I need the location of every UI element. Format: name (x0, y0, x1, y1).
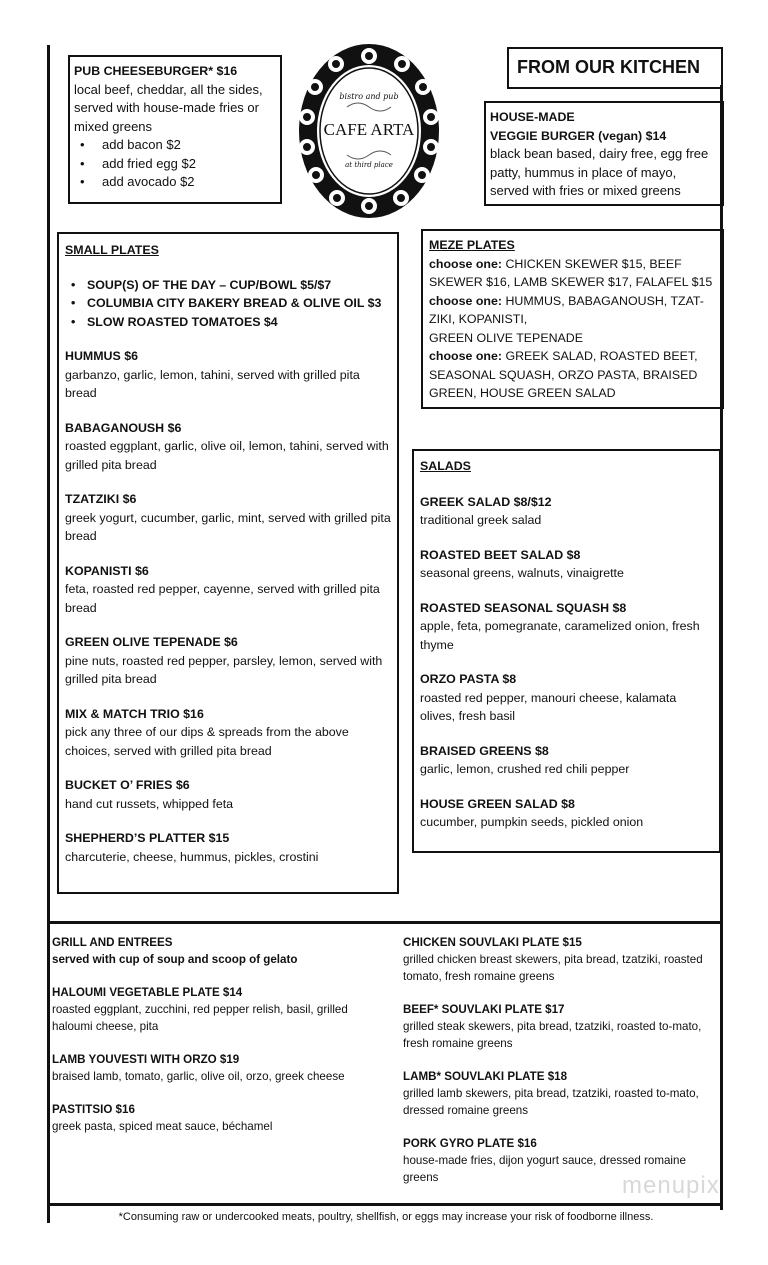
menu-item (420, 546, 713, 583)
logo-tagline: bistro and pub (339, 92, 399, 101)
small-plates-bullets (65, 276, 391, 332)
cheeseburger-box (68, 55, 282, 204)
menu-item (403, 1068, 715, 1119)
menu-item (65, 562, 391, 618)
menu-item (65, 633, 391, 689)
item-name: HUMMUS $6 (65, 349, 138, 363)
section-title: SALADS (420, 459, 471, 473)
veggie-burger-box (484, 101, 724, 206)
item-name: GREEN OLIVE TEPENADE $6 (65, 635, 238, 649)
item-name: PORK GYRO PLATE $16 (403, 1137, 537, 1150)
item-desc: seasonal greens, walnuts, vinaigrette (420, 566, 624, 580)
item-label: HOUSE-MADE (490, 110, 575, 124)
item-desc: roasted eggplant, garlic, olive oil, lemon, tahini, served with grilled pita bread (65, 439, 389, 472)
item-desc: greek pasta, spiced meat sauce, béchamel (52, 1120, 273, 1133)
item-desc: feta, roasted red pepper, cayenne, served with grilled pita bread (65, 582, 380, 615)
item-name: HALOUMI VEGETABLE PLATE $14 (52, 986, 243, 999)
cafe-arta-logo (297, 42, 441, 220)
item-desc: hand cut russets, whipped feta (65, 796, 234, 811)
menu-item (65, 829, 391, 866)
menu-item (420, 493, 713, 530)
menu-item (420, 670, 713, 726)
meze-choice-2b: GREEN OLIVE TEPENADE (429, 330, 584, 345)
addon: • add fried egg $2 (74, 155, 276, 174)
item-name: ORZO PASTA $8 (420, 672, 517, 686)
choice-options: CHICKEN SKEWER $15, BEEF SKEWER $16, LAMB SKEWER $17, FALAFEL $15 (429, 256, 713, 289)
item-name: PASTITSIO $16 (52, 1103, 135, 1116)
logo-location: at third place (345, 161, 393, 169)
choose-label: choose one: (429, 349, 502, 363)
item-desc: grilled chicken breast skewers, pita bread, tzatziki, roasted tomato, fresh romaine greens (403, 953, 703, 983)
addon: • add avocado $2 (74, 173, 276, 192)
item-name: ROASTED SEASONAL SQUASH $8 (420, 600, 627, 615)
menu-item (420, 795, 713, 832)
menu-item (52, 1051, 382, 1085)
item-name: BEEF* SOUVLAKI PLATE $17 (403, 1003, 565, 1016)
bullet-item: • SOUP(S) OF THE DAY – CUP/BOWL $5/$7 (65, 276, 391, 295)
item-name: LAMB YOUVESTI WITH ORZO $19 (52, 1053, 240, 1066)
item-desc: pine nuts, roasted red pepper, parsley, lemon, served with grilled pita bread (65, 653, 383, 686)
menu-item (65, 347, 391, 403)
item-desc: roasted red pepper, manouri cheese, kalamata olives, fresh basil (420, 690, 677, 723)
item-desc: charcuterie, cheese, hummus, pickles, crostini (65, 849, 319, 864)
item-name: LAMB* SOUVLAKI PLATE $18 (403, 1070, 568, 1083)
left-border (47, 45, 50, 1223)
meze-choice-3 (429, 347, 716, 403)
logo-name: CAFE ARTA (323, 120, 415, 139)
bullet-item: • SLOW ROASTED TOMATOES $4 (65, 313, 391, 332)
grill-left-column (52, 934, 382, 1135)
item-desc: grilled lamb skewers, pita bread, tzatziki, roasted to-mato, dressed romaine greens (403, 1087, 699, 1117)
choice-options: GREEK SALAD, ROASTED BEET, SEASONAL SQUASH, ORZO PASTA, BRAISED GREEN, HOUSE GREEN SALAD (429, 349, 698, 400)
item-name: HOUSE GREEN SALAD $8 (420, 796, 575, 811)
meze-choice-1 (429, 255, 716, 292)
choose-label: choose one: (429, 293, 502, 308)
item-name: MIX & MATCH TRIO $16 (65, 706, 204, 721)
item-desc: braised lamb, tomato, garlic, olive oil, orzo, greek cheese (52, 1070, 345, 1083)
item-desc: local beef, cheddar, all the sides, served with house-made fries or mixed greens (74, 81, 263, 134)
page-title (507, 47, 723, 89)
item-desc: pick any three of our dips & spreads from the above choices, served with grilled pita bread (65, 725, 349, 758)
watermark: menupix (622, 1172, 720, 1199)
item-desc: apple, feta, pomegranate, caramelized onion, fresh thyme (420, 619, 700, 652)
item-name: BABAGANOUSH $6 (65, 420, 182, 435)
choice-options: HUMMUS, BABAGANOUSH, TZAT-ZIKI, KOPANISTI, (429, 293, 704, 326)
bullet-item: • COLUMBIA CITY BAKERY BREAD & OLIVE OIL $3 (65, 294, 391, 313)
menu-item (65, 705, 391, 761)
item-name: TZATZIKI $6 (65, 492, 137, 506)
footer-divider (47, 1203, 723, 1206)
meze-choice-2 (429, 292, 716, 329)
menu-item (65, 490, 391, 546)
item-desc: house-made fries, dijon yogurt sauce, dressed romaine greens (403, 1154, 686, 1184)
item-name: BUCKET O’ FRIES $6 (65, 778, 190, 792)
meze-plates-box (421, 229, 724, 409)
item-desc: greek yogurt, cucumber, garlic, mint, served with grilled pita bread (65, 510, 391, 543)
grill-right-column (403, 934, 715, 1186)
item-name: VEGGIE BURGER (vegan) $14 (490, 128, 667, 143)
item-desc: garlic, lemon, crushed red chili pepper (420, 762, 630, 776)
menu-item (52, 984, 382, 1035)
item-name: KOPANISTI $6 (65, 563, 149, 578)
addon: • add bacon $2 (74, 136, 276, 155)
footnote: *Consuming raw or undercooked meats, poultry, shellfish, or eggs may increase your risk of foodborne illness. (118, 1211, 654, 1223)
item-desc: cucumber, pumpkin seeds, pickled onion (420, 815, 644, 829)
item-desc: grilled steak skewers, pita bread, tzatziki, roasted to-mato, fresh romaine greens (403, 1020, 702, 1050)
addon-list (74, 136, 276, 192)
small-plates-box (57, 232, 399, 894)
item-desc: black bean based, dairy free, egg free patty, hummus in place of mayo, served with fries or mixed greens (490, 146, 709, 198)
item-name: PUB CHEESEBURGER* $16 (74, 64, 238, 78)
menu-item (420, 599, 713, 655)
item-desc: garbanzo, garlic, lemon, tahini, served with grilled pita bread (65, 367, 360, 400)
menu-item (420, 742, 713, 779)
item-name: BRAISED GREENS $8 (420, 743, 549, 758)
item-name: CHICKEN SOUVLAKI PLATE $15 (403, 936, 582, 949)
section-subtitle: served with cup of soup and scoop of gelato (52, 953, 298, 966)
menu-item (403, 934, 715, 985)
page-title-text: FROM OUR KITCHEN (517, 57, 700, 77)
menu-item (65, 419, 391, 475)
section-title: GRILL AND ENTREES (52, 936, 173, 949)
section-title: MEZE PLATES (429, 238, 515, 252)
salads-box (412, 449, 721, 853)
menu-item (65, 776, 391, 813)
item-name: GREEK SALAD $8/$12 (420, 494, 552, 509)
item-desc: traditional greek salad (420, 513, 542, 527)
choose-label: choose one: (429, 256, 502, 271)
section-title: SMALL PLATES (65, 243, 159, 257)
menu-item (52, 1101, 382, 1135)
item-name: ROASTED BEET SALAD $8 (420, 547, 581, 562)
menu-item (403, 1001, 715, 1052)
item-desc: roasted eggplant, zucchini, red pepper relish, basil, grilled haloumi cheese, pita (52, 1003, 348, 1033)
item-name: SHEPHERD’S PLATTER $15 (65, 831, 230, 845)
section-divider (47, 921, 723, 924)
